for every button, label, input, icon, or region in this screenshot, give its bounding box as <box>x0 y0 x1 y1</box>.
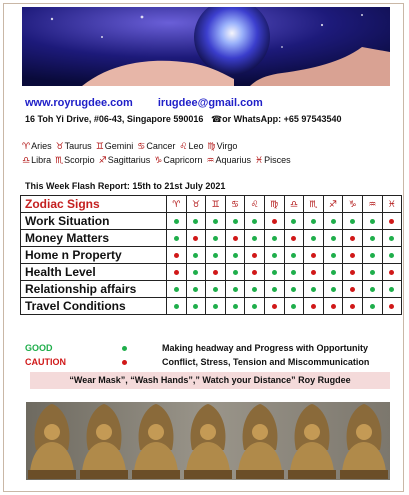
zodiac-forecast-table <box>20 195 402 315</box>
sagittarius-column-icon: ♐ <box>323 196 343 213</box>
sign-name: Aquarius <box>215 155 251 165</box>
buddha-statue <box>184 404 232 479</box>
forecast-cell <box>304 281 324 298</box>
forecast-cell <box>382 230 402 247</box>
sign-taurus <box>56 141 92 151</box>
forecast-cell <box>284 298 304 315</box>
sign-name: Capricorn <box>163 155 203 165</box>
capricorn-column-icon: ♑ <box>343 196 363 213</box>
forecast-cell <box>245 247 265 264</box>
forecast-cell <box>186 281 206 298</box>
forecast-cell <box>304 230 324 247</box>
good-dot-icon <box>233 287 238 292</box>
good-dot-icon <box>331 219 336 224</box>
forecast-cell <box>304 298 324 315</box>
contact-links <box>25 97 285 109</box>
forecast-cell <box>382 247 402 264</box>
sign-aries <box>22 141 52 151</box>
good-dot-icon <box>291 304 296 309</box>
row-label: Work Situation <box>21 213 167 230</box>
sign-name: Sagittarius <box>107 155 151 165</box>
telephone-icon: ☎ <box>210 114 223 124</box>
cancer-column-icon: ♋ <box>225 196 245 213</box>
sign-virgo <box>207 141 237 151</box>
forecast-cell <box>206 213 226 230</box>
good-dot-icon <box>174 236 179 241</box>
good-dot-icon <box>291 219 296 224</box>
forecast-cell <box>382 281 402 298</box>
good-dot-icon <box>272 270 277 275</box>
forecast-cell <box>343 281 363 298</box>
good-dot-icon <box>291 253 296 258</box>
caution-dot-icon <box>389 219 394 224</box>
caution-dot-icon <box>389 304 394 309</box>
report-title: This Week Flash Report: 15th to 21st July 2021 <box>25 181 226 191</box>
sign-capricorn <box>154 155 202 165</box>
forecast-cell <box>186 213 206 230</box>
good-dot-icon <box>311 236 316 241</box>
legend-good-text: Making headway and Progress with Opportunity <box>162 343 369 353</box>
forecast-cell <box>167 281 187 298</box>
scorpio-glyph-icon: ♏ <box>55 155 64 165</box>
legend-good-label: GOOD <box>25 343 53 353</box>
zodiac-sign-list <box>22 139 392 167</box>
sign-name: Virgo <box>216 141 238 151</box>
good-dot-icon <box>193 304 198 309</box>
forecast-cell <box>362 230 382 247</box>
sign-name: Aries <box>31 141 52 151</box>
sign-name: Gemini <box>104 141 134 151</box>
forecast-cell <box>167 213 187 230</box>
forecast-cell <box>284 230 304 247</box>
good-dot-icon <box>331 253 336 258</box>
forecast-cell <box>343 247 363 264</box>
forecast-cell <box>167 264 187 281</box>
forecast-cell <box>206 230 226 247</box>
banner-image <box>22 7 390 86</box>
forecast-cell <box>167 230 187 247</box>
slogan-banner: “Wear Mask”, “Wash Hands”,” Watch your Distance” Roy Rugdee <box>30 372 390 389</box>
forecast-cell <box>225 247 245 264</box>
good-dot-icon <box>370 219 375 224</box>
forecast-cell <box>323 281 343 298</box>
good-dot-icon <box>272 287 277 292</box>
caution-dot-icon <box>233 236 238 241</box>
caution-dot-icon <box>311 270 316 275</box>
crystal-ball-hands-image <box>22 7 390 86</box>
caution-dot-icon <box>350 287 355 292</box>
forecast-cell <box>245 281 265 298</box>
email-link[interactable]: irugdee@gmail.com <box>157 97 263 109</box>
caution-dot-icon <box>174 253 179 258</box>
forecast-cell <box>186 264 206 281</box>
forecast-cell <box>343 264 363 281</box>
forecast-cell <box>343 213 363 230</box>
sign-libra <box>22 155 51 165</box>
caution-dot-icon <box>331 304 336 309</box>
table-header-row <box>21 196 402 213</box>
sign-leo <box>179 141 203 151</box>
caution-dot-icon <box>350 253 355 258</box>
forecast-cell <box>206 264 226 281</box>
good-dot-icon <box>389 287 394 292</box>
forecast-cell <box>206 281 226 298</box>
caution-dot-icon <box>291 236 296 241</box>
forecast-cell <box>245 213 265 230</box>
sign-sagittarius <box>99 155 151 165</box>
good-dot-icon <box>213 219 218 224</box>
buddha-statue <box>132 404 180 479</box>
table-row <box>21 298 402 315</box>
good-dot-icon <box>233 304 238 309</box>
sign-scorpio <box>55 155 95 165</box>
buddha-statue <box>28 404 76 479</box>
good-dot-icon <box>233 270 238 275</box>
table-row <box>21 281 402 298</box>
caution-dot-icon <box>193 236 198 241</box>
buddha-statues-image <box>26 402 390 480</box>
sign-aquarius <box>206 155 251 165</box>
sign-name: Cancer <box>146 141 176 151</box>
sign-gemini <box>96 141 134 151</box>
good-dot-icon <box>272 236 277 241</box>
zodiac-signs-header: Zodiac Signs <box>21 196 167 213</box>
good-dot-icon <box>272 253 277 258</box>
forecast-cell <box>362 298 382 315</box>
row-label: Money Matters <box>21 230 167 247</box>
buddha-statue <box>80 404 128 479</box>
forecast-cell <box>304 247 324 264</box>
buddha-statue <box>288 404 336 479</box>
table-row <box>21 230 402 247</box>
forecast-cell <box>284 213 304 230</box>
address-line <box>25 114 341 125</box>
good-dot-icon <box>174 287 179 292</box>
caution-dot-icon <box>272 219 277 224</box>
forecast-cell <box>264 213 284 230</box>
cancer-glyph-icon: ♋ <box>137 141 146 151</box>
good-dot-icon <box>193 253 198 258</box>
caution-dot-icon <box>350 236 355 241</box>
good-dot-icon <box>331 236 336 241</box>
forecast-cell <box>323 247 343 264</box>
capricorn-glyph-icon: ♑ <box>154 155 163 165</box>
good-dot-icon <box>291 270 296 275</box>
aquarius-glyph-icon: ♒ <box>206 155 215 165</box>
forecast-cell <box>225 213 245 230</box>
forecast-cell <box>225 281 245 298</box>
forecast-cell <box>362 264 382 281</box>
forecast-cell <box>323 230 343 247</box>
good-dot-icon <box>213 253 218 258</box>
good-dot-icon <box>193 287 198 292</box>
gemini-column-icon: ♊ <box>206 196 226 213</box>
forecast-cell <box>264 281 284 298</box>
good-dot-icon <box>331 270 336 275</box>
good-dot-icon <box>193 270 198 275</box>
forecast-cell <box>382 213 402 230</box>
caution-dot-icon <box>252 270 257 275</box>
legend-caution-text: Conflict, Stress, Tension and Miscommunication <box>162 357 370 367</box>
forecast-cell <box>225 230 245 247</box>
forecast-cell <box>343 230 363 247</box>
forecast-cell <box>382 298 402 315</box>
caution-dot-icon <box>174 270 179 275</box>
aries-column-icon: ♈ <box>167 196 187 213</box>
good-dot-icon <box>193 219 198 224</box>
caution-dot-icon <box>252 253 257 258</box>
caution-dot-icon <box>213 270 218 275</box>
good-dot-icon <box>311 219 316 224</box>
good-dot-icon <box>252 219 257 224</box>
gemini-glyph-icon: ♊ <box>95 141 104 151</box>
forecast-cell <box>362 213 382 230</box>
leo-column-icon: ♌ <box>245 196 265 213</box>
forecast-cell <box>323 213 343 230</box>
forecast-cell <box>225 264 245 281</box>
pisces-column-icon: ♓ <box>382 196 402 213</box>
leo-glyph-icon: ♌ <box>179 141 188 151</box>
forecast-cell <box>167 247 187 264</box>
phone-text: or WhatsApp: +65 97543540 <box>222 114 342 124</box>
forecast-cell <box>304 264 324 281</box>
virgo-glyph-icon: ♍ <box>207 141 216 151</box>
good-dot-icon <box>252 236 257 241</box>
forecast-cell <box>206 298 226 315</box>
good-dot-icon <box>233 253 238 258</box>
good-dot-icon <box>370 270 375 275</box>
forecast-cell <box>264 264 284 281</box>
legend-caution-label: CAUTION <box>25 357 66 367</box>
good-dot-icon <box>370 236 375 241</box>
pisces-glyph-icon: ♓ <box>255 155 264 165</box>
forecast-cell <box>284 264 304 281</box>
good-dot-icon <box>350 219 355 224</box>
forecast-cell <box>362 247 382 264</box>
forecast-cell <box>304 213 324 230</box>
forecast-cell <box>186 298 206 315</box>
libra-column-icon: ♎ <box>284 196 304 213</box>
aries-glyph-icon: ♈ <box>22 141 31 151</box>
forecast-cell <box>362 281 382 298</box>
caution-dot-icon <box>122 360 127 365</box>
caution-dot-icon <box>389 270 394 275</box>
caution-dot-icon <box>350 304 355 309</box>
aquarius-column-icon: ♒ <box>362 196 382 213</box>
caution-dot-icon <box>311 253 316 258</box>
caution-dot-icon <box>311 304 316 309</box>
forecast-cell <box>284 247 304 264</box>
forecast-cell <box>245 298 265 315</box>
caution-dot-icon <box>272 304 277 309</box>
forecast-cell <box>323 264 343 281</box>
buddha-statues-drawing <box>26 402 390 480</box>
forecast-cell <box>264 247 284 264</box>
good-dot-icon <box>370 287 375 292</box>
virgo-column-icon: ♍ <box>264 196 284 213</box>
good-dot-icon <box>174 304 179 309</box>
good-dot-icon <box>252 287 257 292</box>
taurus-glyph-icon: ♉ <box>55 141 64 151</box>
good-dot-icon <box>213 236 218 241</box>
good-dot-icon <box>252 304 257 309</box>
sign-name: Pisces <box>264 155 291 165</box>
table-row <box>21 247 402 264</box>
sagittarius-glyph-icon: ♐ <box>98 155 107 165</box>
row-label: Health Level <box>21 264 167 281</box>
libra-glyph-icon: ♎ <box>22 155 31 165</box>
buddha-statue <box>340 404 388 479</box>
sign-cancer <box>137 141 175 151</box>
forecast-cell <box>245 230 265 247</box>
table-row <box>21 264 402 281</box>
sign-name: Scorpio <box>64 155 95 165</box>
caution-dot-icon <box>350 270 355 275</box>
good-dot-icon <box>291 287 296 292</box>
table-row <box>21 213 402 230</box>
buddha-statue <box>236 404 284 479</box>
forecast-cell <box>264 230 284 247</box>
good-dot-icon <box>331 287 336 292</box>
row-label: Relationship affairs <box>21 281 167 298</box>
address-text: 16 Toh Yi Drive, #06-43, Singapore 590016 <box>25 114 204 124</box>
forecast-cell <box>264 298 284 315</box>
good-dot-icon <box>122 346 127 351</box>
good-dot-icon <box>311 287 316 292</box>
good-dot-icon <box>370 253 375 258</box>
good-dot-icon <box>213 287 218 292</box>
good-dot-icon <box>174 219 179 224</box>
good-dot-icon <box>389 236 394 241</box>
sign-pisces <box>255 155 291 165</box>
good-dot-icon <box>213 304 218 309</box>
good-dot-icon <box>233 219 238 224</box>
website-link[interactable]: www.royrugdee.com <box>25 97 133 109</box>
sign-name: Libra <box>31 155 52 165</box>
sign-name: Leo <box>188 141 204 151</box>
good-dot-icon <box>389 253 394 258</box>
forecast-cell <box>245 264 265 281</box>
forecast-cell <box>186 230 206 247</box>
taurus-column-icon: ♉ <box>186 196 206 213</box>
forecast-cell <box>225 298 245 315</box>
forecast-cell <box>186 247 206 264</box>
row-label: Home n Property <box>21 247 167 264</box>
forecast-cell <box>343 298 363 315</box>
good-dot-icon <box>370 304 375 309</box>
forecast-cell <box>382 264 402 281</box>
row-label: Travel Conditions <box>21 298 167 315</box>
forecast-cell <box>206 247 226 264</box>
forecast-cell <box>167 298 187 315</box>
forecast-cell <box>323 298 343 315</box>
forecast-cell <box>284 281 304 298</box>
sign-name: Taurus <box>64 141 92 151</box>
scorpio-column-icon: ♏ <box>304 196 324 213</box>
